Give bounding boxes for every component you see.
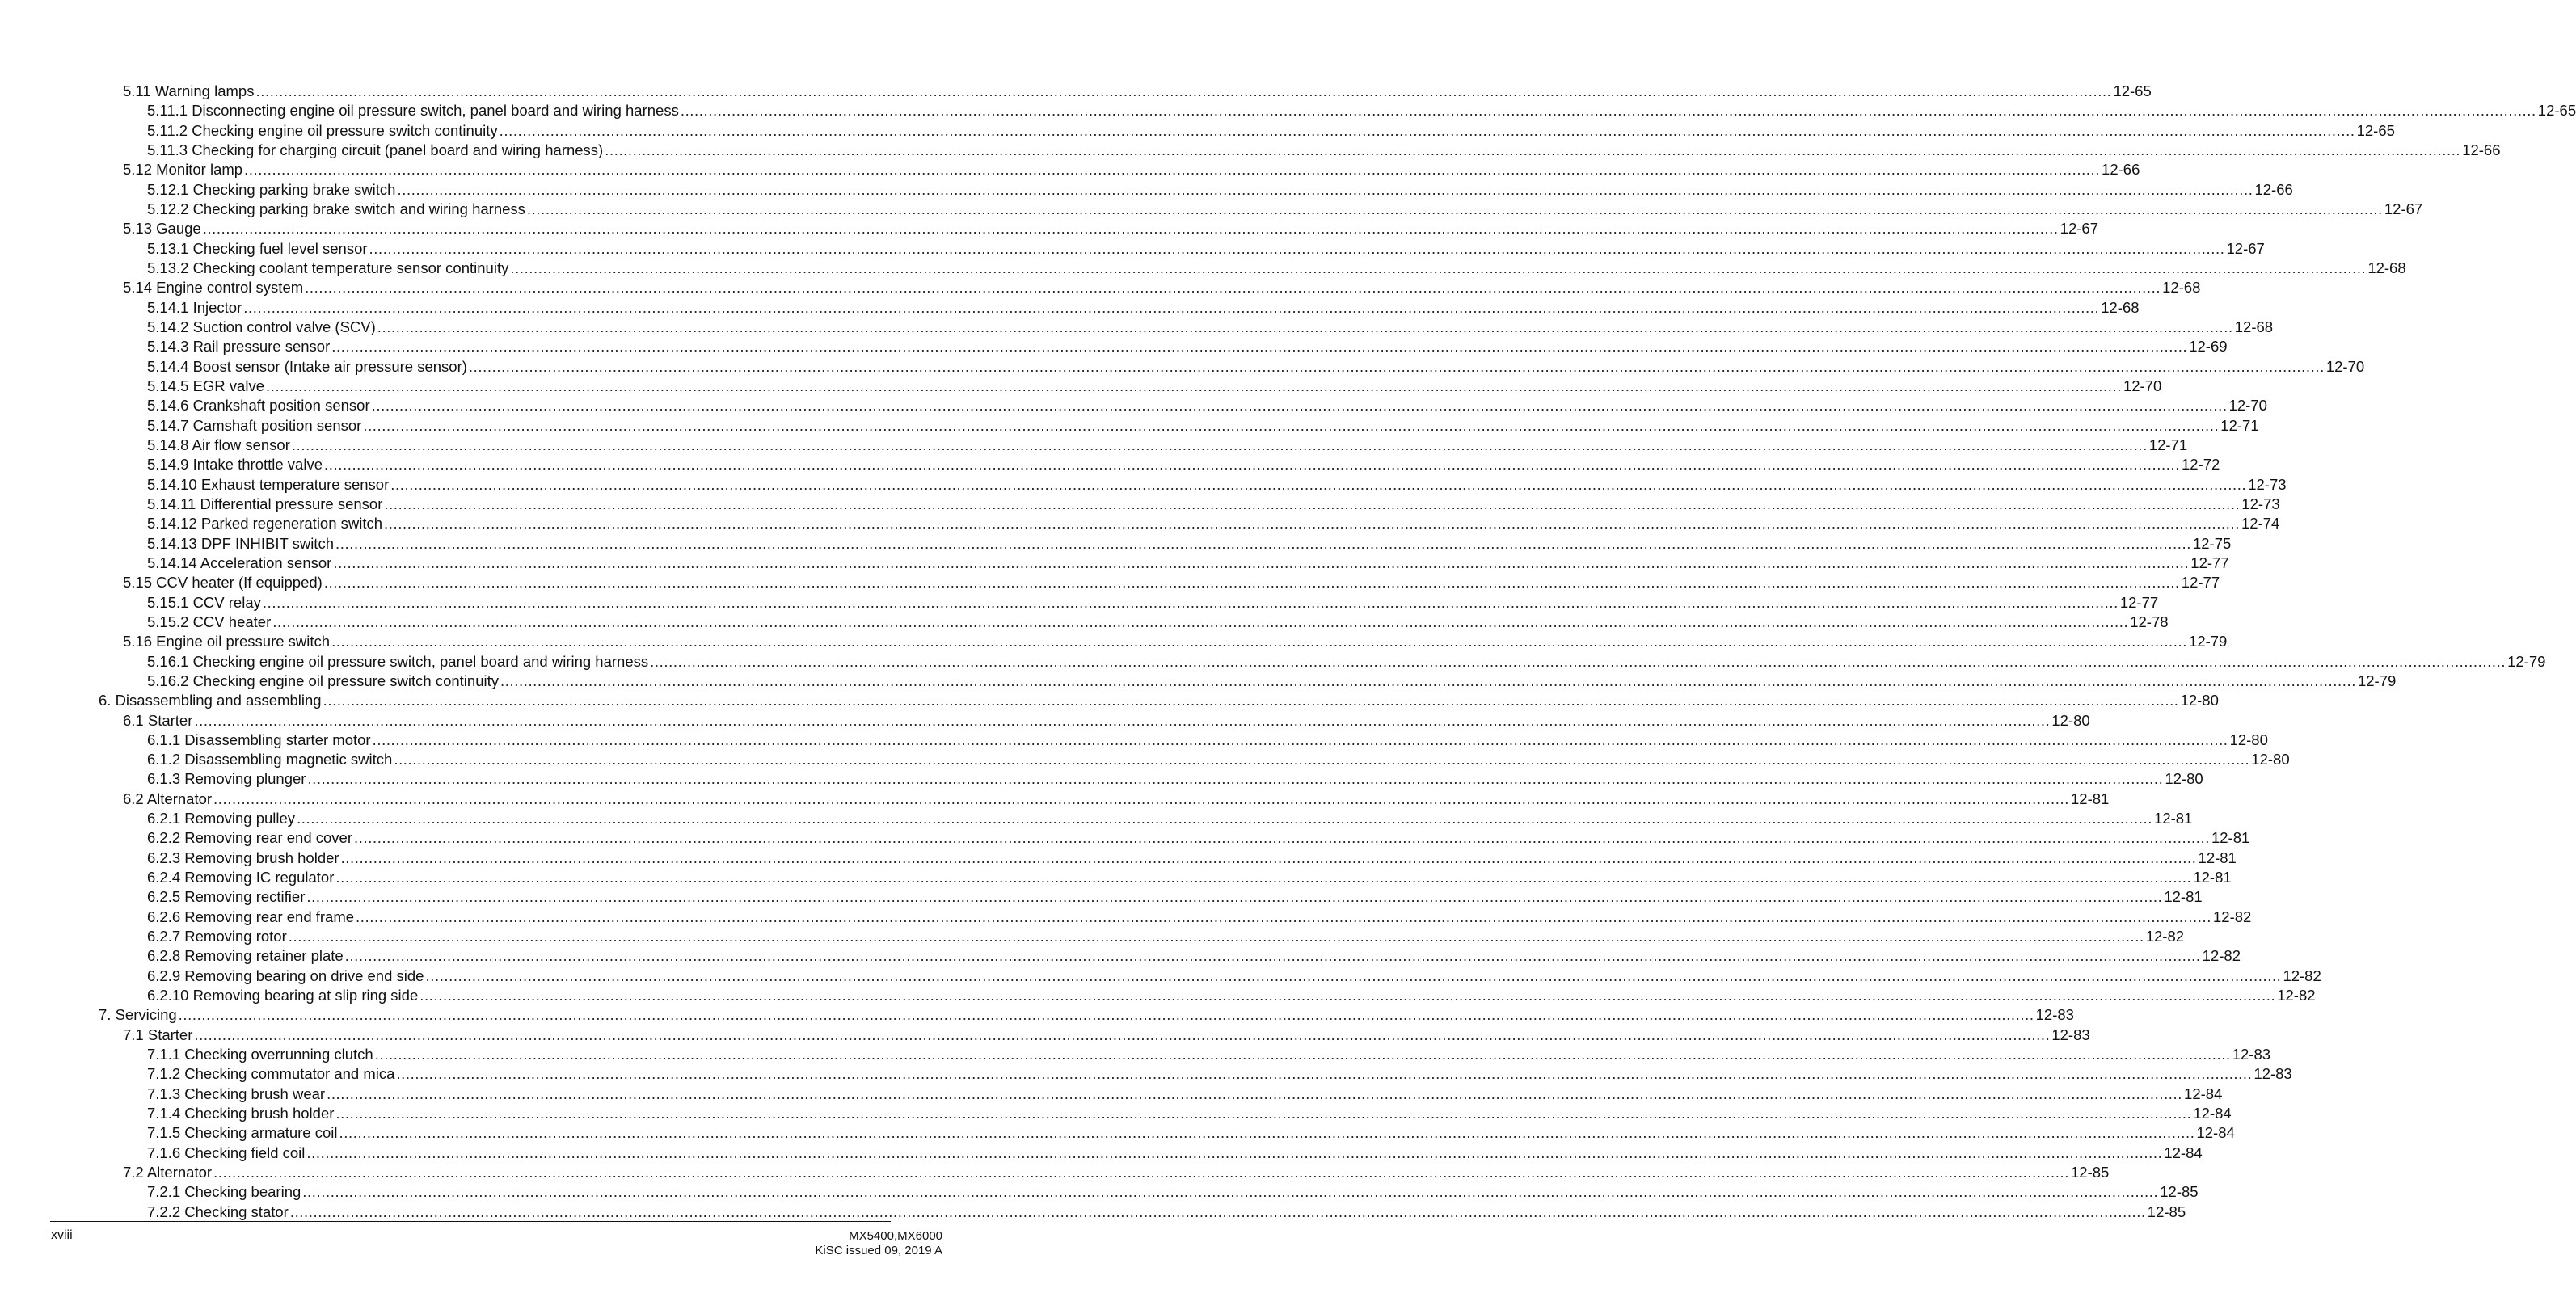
toc-entry-page: 12-83 <box>2035 1006 2074 1024</box>
toc-entry-page: 12-72 <box>2181 456 2220 474</box>
toc-entry-title: 5.14.2 Suction control valve (SCV) <box>147 318 376 335</box>
toc-entry-title: 6.2 Alternator <box>123 790 213 807</box>
toc-leader-dots: ................................................................................................................................................................................................................................................................................................................................................................................................................ <box>266 377 2122 394</box>
toc-leader-dots: ................................................................................................................................................................................................................................................................................................................................................................................................................ <box>397 180 2253 198</box>
toc-entry[interactable] <box>99 180 2293 200</box>
toc-leader-dots: ................................................................................................................................................................................................................................................................................................................................................................................................................ <box>390 475 2247 493</box>
toc-entry-title: 5.13.2 Checking coolant temperature sensor continuity <box>147 259 509 276</box>
toc-entry-page: 12-81 <box>2198 849 2237 866</box>
toc-entry[interactable] <box>99 868 2232 887</box>
toc-entry[interactable] <box>99 790 2110 809</box>
toc-entry-title: 6.2.7 Removing rotor <box>147 928 287 946</box>
toc-entry-title: 5.13.1 Checking fuel level sensor <box>147 239 368 257</box>
toc-leader-dots: ................................................................................................................................................................................................................................................................................................................................................................................................................ <box>335 869 2192 887</box>
toc-entry[interactable] <box>99 1163 2110 1182</box>
toc-leader-dots: ................................................................................................................................................................................................................................................................................................................................................................................................................ <box>354 829 2210 847</box>
toc-leader-dots: ................................................................................................................................................................................................................................................................................................................................................................................................................ <box>244 161 2101 179</box>
toc-entry-title: 5.14.8 Air flow sensor <box>147 436 290 453</box>
toc-leader-dots: ................................................................................................................................................................................................................................................................................................................................................................................................................ <box>213 1164 2070 1181</box>
toc-entry-title: 7.1.5 Checking armature coil <box>147 1124 338 1142</box>
toc-entry-title: 6.2.1 Removing pulley <box>147 810 296 828</box>
toc-entry-title: 5.14.3 Rail pressure sensor <box>147 338 331 356</box>
toc-leader-dots: ................................................................................................................................................................................................................................................................................................................................................................................................................ <box>331 633 2188 651</box>
toc-entry[interactable] <box>99 82 2152 101</box>
toc-entry[interactable] <box>99 613 2169 632</box>
toc-entry[interactable] <box>99 632 2228 651</box>
toc-leader-dots: ................................................................................................................................................................................................................................................................................................................................................................................................................ <box>306 888 2163 906</box>
toc-leader-dots: ................................................................................................................................................................................................................................................................................................................................................................................................................ <box>356 908 2212 925</box>
toc-entry[interactable] <box>99 160 2140 179</box>
toc-entry-page: 12-81 <box>2211 829 2250 847</box>
toc-leader-dots: ................................................................................................................................................................................................................................................................................................................................................................................................................ <box>255 82 2112 99</box>
toc-leader-dots: ................................................................................................................................................................................................................................................................................................................................................................................................................ <box>340 849 2197 866</box>
toc-entry[interactable] <box>99 1026 2090 1045</box>
toc-entry-title: 5.14.10 Exhaust temperature sensor <box>147 475 390 493</box>
toc-entry-title: 5.14.9 Intake throttle valve <box>147 456 323 474</box>
toc-entry[interactable] <box>99 200 2423 219</box>
toc-leader-dots: ................................................................................................................................................................................................................................................................................................................................................................................................................ <box>499 121 2355 139</box>
toc-entry-title: 7.1.6 Checking field coil <box>147 1143 306 1161</box>
toc-leader-dots: ................................................................................................................................................................................................................................................................................................................................................................................................................ <box>396 1065 2253 1083</box>
toc-entry-page: 12-67 <box>2226 239 2265 257</box>
toc-entry-page: 12-79 <box>2189 633 2228 651</box>
toc-entry-page: 12-77 <box>2181 574 2220 592</box>
toc-entry[interactable] <box>99 1104 2232 1123</box>
toc-leader-dots: ................................................................................................................................................................................................................................................................................................................................................................................................................ <box>331 338 2188 356</box>
toc-entry-page: 12-85 <box>2147 1202 2186 1220</box>
toc-entry[interactable] <box>99 1202 2186 1222</box>
toc-entry-title: 7. Servicing <box>99 1006 177 1024</box>
toc-entry[interactable] <box>99 455 2220 474</box>
toc-entry[interactable] <box>99 416 2259 436</box>
toc-entry-page: 12-82 <box>2213 908 2252 925</box>
toc-entry-title: 7.1 Starter <box>123 1026 193 1043</box>
toc-entry-page: 12-71 <box>2148 436 2188 453</box>
toc-entry-title: 5.16 Engine oil pressure switch <box>123 633 331 651</box>
toc-entry[interactable] <box>99 672 2397 691</box>
toc-entry-title: 6.2.8 Removing retainer plate <box>147 947 344 965</box>
toc-entry[interactable] <box>99 593 2159 613</box>
toc-entry[interactable] <box>99 946 2241 966</box>
toc-entry-title: 5.12.1 Checking parking brake switch <box>147 180 396 198</box>
footer-divider <box>50 1221 891 1222</box>
toc-entry-page: 12-68 <box>2234 318 2274 335</box>
toc-entry-page: 12-81 <box>2071 790 2110 807</box>
toc-entry-title: 7.1.4 Checking brush holder <box>147 1105 335 1122</box>
toc-entry[interactable] <box>99 554 2229 573</box>
toc-entry[interactable] <box>99 239 2265 259</box>
toc-entry-page: 12-68 <box>2162 279 2201 297</box>
toc-entry[interactable] <box>99 887 2203 907</box>
toc-entry-page: 12-68 <box>2101 298 2140 316</box>
toc-entry[interactable] <box>99 1064 2292 1084</box>
toc-entry-title: 5.11.2 Checking engine oil pressure switch continuity <box>147 121 498 139</box>
toc-entry-title: 5.15 CCV heater (If equipped) <box>123 574 323 592</box>
toc-entry-title: 6.2.5 Removing rectifier <box>147 888 306 906</box>
toc-leader-dots: ................................................................................................................................................................................................................................................................................................................................................................................................................ <box>327 1085 2183 1102</box>
toc-entry-title: 5.14.13 DPF INHIBIT switch <box>147 534 334 552</box>
toc-entry-title: 5.14.4 Boost sensor (Intake air pressure sensor) <box>147 357 467 375</box>
toc-entry-page: 12-82 <box>2202 947 2241 965</box>
toc-entry-page: 12-80 <box>2165 770 2203 788</box>
toc-entry-page: 12-75 <box>2192 534 2232 552</box>
toc-entry-page: 12-74 <box>2241 515 2280 533</box>
toc-leader-dots: ................................................................................................................................................................................................................................................................................................................................................................................................................ <box>324 456 2180 474</box>
toc-entry[interactable] <box>99 337 2228 356</box>
toc-entry-title: 6. Disassembling and assembling <box>99 692 322 710</box>
toc-entry[interactable] <box>99 495 2280 514</box>
toc-entry-title: 5.13 Gauge <box>123 220 201 238</box>
toc-leader-dots: ................................................................................................................................................................................................................................................................................................................................................................................................................ <box>371 397 2228 415</box>
toc-entry-title: 7.1.3 Checking brush wear <box>147 1085 326 1102</box>
toc-entry-page: 12-82 <box>2145 928 2185 946</box>
toc-entry-page: 12-85 <box>2071 1164 2110 1181</box>
toc-entry-page: 12-81 <box>2164 888 2203 906</box>
toc-entry-title: 5.12.2 Checking parking brake switch and wiring harness <box>147 200 525 217</box>
toc-entry[interactable] <box>99 573 2220 592</box>
footer-page-number: xviii <box>51 1228 73 1242</box>
toc-entry-title: 5.14.1 Injector <box>147 298 242 316</box>
toc-entry-page: 12-68 <box>2367 259 2406 276</box>
toc-entry[interactable] <box>99 377 2162 396</box>
toc-entry[interactable] <box>99 1143 2203 1163</box>
toc-leader-dots: ................................................................................................................................................................................................................................................................................................................................................................................................................ <box>363 416 2220 434</box>
toc-entry-page: 12-84 <box>2184 1085 2223 1102</box>
toc-entry-title: 5.12 Monitor lamp <box>123 161 243 179</box>
toc-leader-dots: ................................................................................................................................................................................................................................................................................................................................................................................................................ <box>213 790 2070 807</box>
toc-entry-title: 5.14 Engine control system <box>123 279 304 297</box>
toc-leader-dots: ................................................................................................................................................................................................................................................................................................................................................................................................................ <box>374 1046 2231 1063</box>
toc-entry[interactable] <box>99 927 2185 946</box>
toc-entry-title: 6.1.1 Disassembling starter motor <box>147 731 371 748</box>
toc-entry-page: 12-69 <box>2189 338 2228 356</box>
toc-leader-dots: ................................................................................................................................................................................................................................................................................................................................................................................................................ <box>323 692 2179 710</box>
toc-entry-page: 12-79 <box>2357 672 2397 689</box>
toc-entry[interactable] <box>99 711 2090 731</box>
toc-entry-page: 12-84 <box>2164 1143 2203 1161</box>
toc-entry[interactable] <box>99 986 2316 1005</box>
toc-entry-title: 6.1 Starter <box>123 711 193 729</box>
table-of-contents <box>99 82 2576 1222</box>
toc-entry[interactable] <box>99 141 2501 160</box>
toc-entry[interactable] <box>99 396 2267 415</box>
toc-entry-title: 7.2.2 Checking stator <box>147 1202 289 1220</box>
toc-leader-dots: ................................................................................................................................................................................................................................................................................................................................................................................................................ <box>333 554 2190 571</box>
toc-leader-dots: ................................................................................................................................................................................................................................................................................................................................................................................................................ <box>305 279 2161 297</box>
toc-leader-dots: ................................................................................................................................................................................................................................................................................................................................................................................................................ <box>202 220 2059 238</box>
toc-entry-page: 12-80 <box>2229 731 2268 748</box>
toc-entry-page: 12-85 <box>2160 1183 2199 1201</box>
toc-entry-page: 12-83 <box>2051 1026 2090 1043</box>
toc-entry-page: 12-67 <box>2060 220 2098 238</box>
toc-entry-title: 7.2 Alternator <box>123 1164 213 1181</box>
toc-entry-title: 6.2.4 Removing IC regulator <box>147 869 335 887</box>
toc-leader-dots: ................................................................................................................................................................................................................................................................................................................................................................................................................ <box>372 731 2228 748</box>
toc-entry[interactable] <box>99 1085 2223 1104</box>
toc-leader-dots: ................................................................................................................................................................................................................................................................................................................................................................................................................ <box>262 593 2119 611</box>
toc-entry-title: 7.1.1 Checking overrunning clutch <box>147 1046 373 1063</box>
toc-entry[interactable] <box>99 691 2219 710</box>
toc-leader-dots: ................................................................................................................................................................................................................................................................................................................................................................................................................ <box>297 810 2153 828</box>
toc-entry-title: 6.2.10 Removing bearing at slip ring side <box>147 987 419 1004</box>
toc-entry-title: 6.1.2 Disassembling magnetic switch <box>147 751 393 769</box>
toc-leader-dots: ................................................................................................................................................................................................................................................................................................................................................................................................................ <box>680 102 2536 120</box>
toc-entry-page: 12-65 <box>2113 82 2152 99</box>
toc-leader-dots: ................................................................................................................................................................................................................................................................................................................................................................................................................ <box>335 534 2191 552</box>
toc-entry[interactable] <box>99 475 2287 495</box>
toc-entry-title: 5.11.3 Checking for charging circuit (panel board and wiring harness) <box>147 141 604 158</box>
toc-entry-page: 12-79 <box>2507 652 2546 670</box>
toc-entry[interactable] <box>99 298 2140 318</box>
toc-entry[interactable] <box>99 1005 2074 1025</box>
toc-entry-page: 12-65 <box>2356 121 2395 139</box>
toc-entry-page: 12-71 <box>2220 416 2259 434</box>
toc-entry[interactable] <box>99 1182 2199 1202</box>
toc-leader-dots: ................................................................................................................................................................................................................................................................................................................................................................................................................ <box>291 436 2148 453</box>
toc-entry[interactable] <box>99 436 2188 455</box>
toc-leader-dots: ................................................................................................................................................................................................................................................................................................................................................................................................................ <box>323 574 2180 592</box>
toc-entry-title: 6.2.6 Removing rear end frame <box>147 908 355 925</box>
toc-entry-page: 12-77 <box>2119 593 2159 611</box>
toc-leader-dots: ................................................................................................................................................................................................................................................................................................................................................................................................................ <box>335 1105 2192 1122</box>
toc-entry[interactable] <box>99 101 2576 120</box>
toc-leader-dots: ................................................................................................................................................................................................................................................................................................................................................................................................................ <box>272 613 2129 630</box>
toc-entry[interactable] <box>99 318 2274 337</box>
toc-leader-dots: ................................................................................................................................................................................................................................................................................................................................................................................................................ <box>339 1124 2195 1142</box>
toc-leader-dots: ................................................................................................................................................................................................................................................................................................................................................................................................................ <box>344 947 2201 965</box>
toc-leader-dots: ................................................................................................................................................................................................................................................................................................................................................................................................................ <box>306 1143 2163 1161</box>
toc-entry[interactable] <box>99 828 2250 848</box>
toc-entry-page: 12-81 <box>2193 869 2232 887</box>
toc-leader-dots: ................................................................................................................................................................................................................................................................................................................................................................................................................ <box>194 1026 2051 1043</box>
toc-entry-title: 5.14.14 Acceleration sensor <box>147 554 332 571</box>
toc-leader-dots: ................................................................................................................................................................................................................................................................................................................................................................................................................ <box>194 711 2051 729</box>
toc-leader-dots: ................................................................................................................................................................................................................................................................................................................................................................................................................ <box>377 318 2233 335</box>
toc-leader-dots: ................................................................................................................................................................................................................................................................................................................................................................................................................ <box>425 967 2282 984</box>
toc-entry-title: 5.14.7 Camshaft position sensor <box>147 416 362 434</box>
toc-entry[interactable] <box>99 121 2395 141</box>
toc-leader-dots: ................................................................................................................................................................................................................................................................................................................................................................................................................ <box>289 1202 2146 1220</box>
toc-entry[interactable] <box>99 1123 2235 1143</box>
toc-entry-title: 5.14.6 Crankshaft position sensor <box>147 397 370 415</box>
footer-model: MX5400,MX6000 <box>849 1229 942 1243</box>
toc-entry[interactable] <box>99 967 2321 986</box>
toc-entry[interactable] <box>99 514 2280 533</box>
toc-leader-dots: ................................................................................................................................................................................................................................................................................................................................................................................................................ <box>243 298 2100 316</box>
footer-issue: KiSC issued 09, 2019 A <box>815 1244 942 1257</box>
toc-entry-page: 12-73 <box>2248 475 2287 493</box>
toc-entry-title: 5.16.1 Checking engine oil pressure switch, panel board and wiring harness <box>147 652 649 670</box>
toc-entry-title: 7.1.2 Checking commutator and mica <box>147 1065 395 1083</box>
toc-entry-page: 12-84 <box>2193 1105 2232 1122</box>
toc-entry[interactable] <box>99 809 2193 828</box>
toc-entry[interactable] <box>99 1045 2271 1064</box>
toc-leader-dots: ................................................................................................................................................................................................................................................................................................................................................................................................................ <box>526 200 2383 217</box>
footer-info <box>815 1229 942 1258</box>
toc-leader-dots: ................................................................................................................................................................................................................................................................................................................................................................................................................ <box>500 672 2356 689</box>
toc-entry-page: 12-84 <box>2196 1124 2235 1142</box>
toc-entry-page: 12-80 <box>2051 711 2090 729</box>
toc-entry-page: 12-67 <box>2384 200 2423 217</box>
toc-entry-title: 5.16.2 Checking engine oil pressure switch continuity <box>147 672 499 689</box>
toc-entry-title: 5.15.2 CCV heater <box>147 613 272 630</box>
toc-entry-title: 6.1.3 Removing plunger <box>147 770 306 788</box>
toc-entry[interactable] <box>99 769 2203 789</box>
toc-leader-dots: ................................................................................................................................................................................................................................................................................................................................................................................................................ <box>288 928 2144 946</box>
toc-entry-page: 12-80 <box>2180 692 2219 710</box>
toc-entry-page: 12-78 <box>2130 613 2169 630</box>
toc-entry-title: 5.11.1 Disconnecting engine oil pressure switch, panel board and wiring harness <box>147 102 679 120</box>
toc-entry-page: 12-70 <box>2228 397 2267 415</box>
toc-entry-page: 12-65 <box>2537 102 2576 120</box>
toc-entry-page: 12-82 <box>2277 987 2316 1004</box>
toc-entry[interactable] <box>99 259 2406 278</box>
toc-entry-page: 12-82 <box>2283 967 2321 984</box>
toc-entry-page: 12-81 <box>2154 810 2193 828</box>
toc-entry-title: 6.2.3 Removing brush holder <box>147 849 339 866</box>
toc-entry[interactable] <box>99 219 2098 238</box>
toc-entry[interactable] <box>99 849 2237 868</box>
toc-entry-title: 6.2.2 Removing rear end cover <box>147 829 352 847</box>
toc-entry-page: 12-77 <box>2190 554 2229 571</box>
toc-entry-page: 12-80 <box>2251 751 2290 769</box>
toc-leader-dots: ................................................................................................................................................................................................................................................................................................................................................................................................................ <box>419 987 2276 1004</box>
toc-entry[interactable] <box>99 278 2201 297</box>
toc-entry-page: 12-83 <box>2253 1065 2292 1083</box>
toc-entry-title: 7.2.1 Checking bearing <box>147 1183 301 1201</box>
toc-leader-dots: ................................................................................................................................................................................................................................................................................................................................................................................................................ <box>178 1006 2034 1024</box>
toc-entry-page: 12-66 <box>2102 161 2140 179</box>
toc-leader-dots: ................................................................................................................................................................................................................................................................................................................................................................................................................ <box>384 515 2241 533</box>
toc-entry[interactable] <box>99 357 2365 377</box>
toc-entry[interactable] <box>99 908 2252 927</box>
toc-leader-dots: ................................................................................................................................................................................................................................................................................................................................................................................................................ <box>384 495 2241 512</box>
toc-entry-title: 5.14.5 EGR valve <box>147 377 264 394</box>
toc-leader-dots: ................................................................................................................................................................................................................................................................................................................................................................................................................ <box>302 1183 2159 1201</box>
toc-entry-title: 6.2.9 Removing bearing on drive end side <box>147 967 424 984</box>
toc-entry-page: 12-70 <box>2325 357 2365 375</box>
toc-leader-dots: ................................................................................................................................................................................................................................................................................................................................................................................................................ <box>307 770 2164 788</box>
toc-leader-dots: ................................................................................................................................................................................................................................................................................................................................................................................................................ <box>605 141 2461 158</box>
toc-leader-dots: ................................................................................................................................................................................................................................................................................................................................................................................................................ <box>468 357 2325 375</box>
toc-entry[interactable] <box>99 534 2232 554</box>
toc-entry-title: 5.11 Warning lamps <box>123 82 255 99</box>
toc-entry-page: 12-83 <box>2232 1046 2271 1063</box>
toc-entry[interactable] <box>99 652 2546 672</box>
toc-entry[interactable] <box>99 731 2268 750</box>
toc-entry-page: 12-73 <box>2241 495 2280 512</box>
toc-entry-page: 12-66 <box>2462 141 2501 158</box>
toc-entry[interactable] <box>99 750 2290 769</box>
toc-leader-dots: ................................................................................................................................................................................................................................................................................................................................................................................................................ <box>510 259 2367 276</box>
toc-leader-dots: ................................................................................................................................................................................................................................................................................................................................................................................................................ <box>650 652 2506 670</box>
toc-entry-title: 5.15.1 CCV relay <box>147 593 261 611</box>
toc-leader-dots: ................................................................................................................................................................................................................................................................................................................................................................................................................ <box>369 239 2225 257</box>
toc-entry-title: 5.14.12 Parked regeneration switch <box>147 515 383 533</box>
toc-entry-page: 12-70 <box>2123 377 2162 394</box>
toc-leader-dots: ................................................................................................................................................................................................................................................................................................................................................................................................................ <box>394 751 2250 769</box>
toc-entry-page: 12-66 <box>2254 180 2293 198</box>
toc-entry-title: 5.14.11 Differential pressure sensor <box>147 495 383 512</box>
